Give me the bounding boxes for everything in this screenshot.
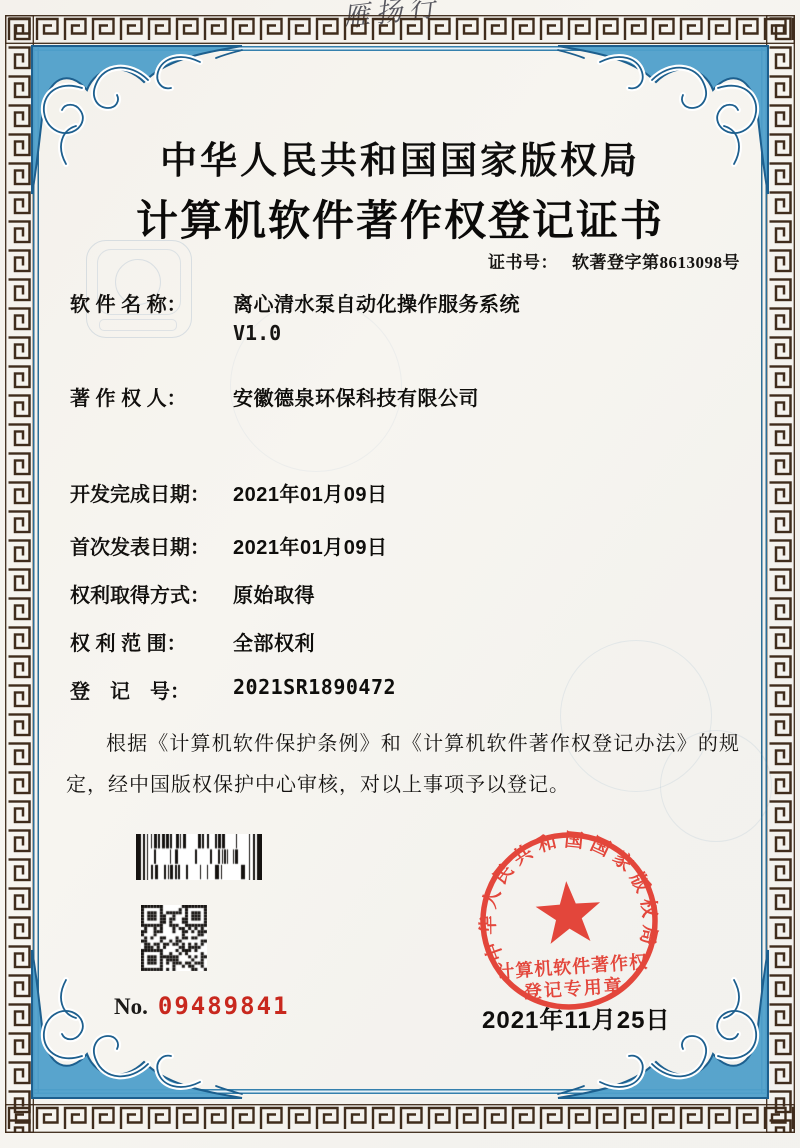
meander-border-bottom (5, 1104, 795, 1133)
certificate-number-value: 软著登字第8613098号 (572, 253, 740, 272)
star-icon (534, 879, 603, 945)
meander-border-top (5, 15, 795, 44)
issue-date: 2021年11月25日 (482, 1007, 671, 1034)
field-value: 离心清水泵自动化操作服务系统 (233, 294, 520, 316)
serial-number-line (114, 992, 289, 1020)
legal-paragraph: 根据《计算机软件保护条例》和《计算机软件著作权登记办法》的规定，经中国版权保护中心审核，对以上事项予以登记。 (66, 733, 740, 796)
barcode-image (136, 834, 262, 880)
issuing-authority-title: 中华人民共和国国家版权局 (160, 141, 640, 182)
seal-arc-text: 中华人民共和国国家版权局 (478, 829, 661, 964)
certificate-title: 计算机软件著作权登记证书 (135, 199, 664, 245)
field-label: 著 作 权 人： (70, 388, 187, 410)
field-right-acquire-method (70, 579, 750, 608)
field-label: 登 记 号： (70, 681, 190, 703)
certificate-number-label: 证书号： (488, 253, 558, 272)
seal-line1: 计算机软件著作权 (495, 951, 649, 983)
field-label: 首次发表日期： (70, 537, 210, 559)
official-seal (465, 817, 672, 1024)
field-label: 开发完成日期： (70, 484, 210, 506)
field-value: 全部权利 (233, 633, 315, 655)
certificate-number-line (0, 248, 740, 273)
field-value: 2021年01月09日 (233, 484, 388, 506)
field-dev-complete-date (70, 478, 750, 507)
field-value: 2021SR1890472 (233, 675, 397, 699)
field-software-name (70, 288, 750, 317)
serial-number: 09489841 (157, 992, 290, 1020)
qr-code-image (141, 905, 207, 971)
serial-prefix: No. (114, 994, 148, 1019)
field-first-publish-date (70, 531, 750, 560)
field-label: 权利取得方式： (70, 585, 210, 607)
corner-ornament-bottom-left (30, 948, 246, 1100)
field-copyright-owner (70, 382, 750, 411)
field-value: 原始取得 (233, 585, 315, 607)
seal-line2: 登记专用章 (523, 975, 625, 1003)
field-registration-no (70, 675, 750, 704)
software-version: V1.0 (233, 321, 282, 345)
field-value: 2021年01月09日 (233, 537, 388, 559)
field-right-scope (70, 627, 750, 656)
field-label: 软 件 名 称： (70, 294, 187, 316)
field-value: 安徽德泉环保科技有限公司 (233, 388, 479, 410)
field-label: 权 利 范 围： (70, 633, 187, 655)
